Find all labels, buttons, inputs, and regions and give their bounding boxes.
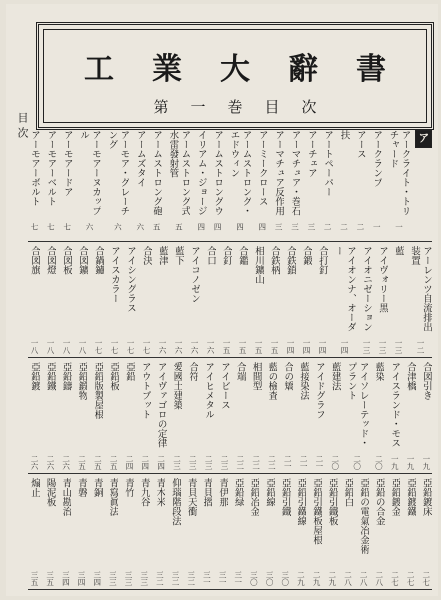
- toc-entry: [106, 478, 118, 589]
- toc-entry: [372, 362, 384, 473]
- entry-term: アイオンナ、オーダー: [333, 246, 356, 332]
- entry-term: アイビース: [218, 362, 230, 410]
- entry-page-number: 二九: [296, 571, 306, 586]
- entry-page-number: 一七: [142, 339, 151, 354]
- entry-term: アームストロングウ: [212, 130, 224, 216]
- toc-entry: [376, 246, 388, 357]
- toc-entry: [75, 478, 87, 589]
- entry-term: アイヴォリー黒: [377, 246, 388, 313]
- entry-page-number: 六: [113, 223, 123, 231]
- entry-page-number: 二四: [140, 455, 150, 470]
- entry-page-number: 一八: [46, 339, 55, 354]
- toc-entry: [305, 130, 317, 241]
- entry-page-number: 二〇: [374, 455, 384, 470]
- toc-band: [28, 478, 432, 590]
- entry-page-number: 二一: [314, 455, 324, 470]
- entry-term: アイヴァゴロの定律: [155, 362, 167, 448]
- entry-page-number: 七: [46, 223, 56, 231]
- entry-page-number: 一四: [318, 339, 327, 354]
- entry-term: 藍下: [173, 246, 184, 265]
- entry-term: 扶: [338, 130, 350, 140]
- entry-term: アーモアーベルト: [45, 130, 57, 206]
- entry-term: 亞鉛の合金: [373, 478, 385, 526]
- entry-page-number: 一七: [94, 339, 103, 354]
- toc-entry: [202, 362, 214, 473]
- entry-term: 合鍛: [301, 246, 312, 265]
- entry-page-number: 二七: [421, 571, 431, 586]
- entry-term: 藍接染法: [298, 362, 310, 400]
- entry-term: 合鍋鑢: [93, 246, 104, 275]
- entry-page-number: 二八: [359, 571, 369, 586]
- entry-page-number: 七: [30, 223, 39, 231]
- entry-page-number: 三四: [92, 571, 102, 586]
- entry-term: アーミークロース: [256, 130, 268, 206]
- entry-term: 亞鉛鑄: [60, 362, 72, 391]
- entry-term: 青磐: [76, 478, 88, 497]
- toc-entry: [297, 362, 309, 473]
- entry-page-number: 一六: [158, 339, 167, 354]
- entry-page-number: 三〇: [280, 571, 290, 586]
- toc-entry: [44, 362, 56, 473]
- entry-page-number: 三五: [45, 571, 55, 586]
- toc-entry: [60, 362, 72, 473]
- entry-term: 青貝天衝: [185, 478, 197, 516]
- toc-entry: [354, 130, 366, 241]
- toc-entry: [28, 362, 40, 473]
- entry-page-number: 一九: [406, 455, 416, 470]
- entry-term: 合釘: [221, 246, 232, 265]
- entry-term: アークランプ: [371, 130, 383, 187]
- entry-term: アークライト・トリチャード: [387, 130, 411, 216]
- entry-term: 愛國土建築: [171, 362, 183, 410]
- entry-page-number: 三三: [108, 571, 118, 586]
- entry-term: 亞鉛板: [108, 362, 120, 391]
- entry-page-number: 二二: [267, 455, 277, 470]
- toc-entry: [329, 362, 341, 473]
- entry-term: アイコノゼン: [189, 246, 200, 303]
- entry-term: アームストロング・エドウィン: [228, 130, 252, 216]
- toc-entry: [124, 246, 136, 357]
- toc-entry: [321, 130, 333, 241]
- entry-term: 青伊那: [217, 478, 229, 507]
- toc-entry: [404, 362, 416, 473]
- entry-term: 合鉄柄: [269, 246, 280, 275]
- side-label: 目次: [16, 112, 29, 142]
- toc-entry: [420, 362, 432, 473]
- entry-term: 亞鉛引鐵板: [326, 478, 338, 526]
- entry-page-number: 二五: [93, 455, 103, 470]
- toc-entry: [281, 362, 293, 473]
- toc-entry: [284, 246, 296, 357]
- entry-term: 相川鑛山: [253, 246, 264, 284]
- toc-entry: [28, 478, 40, 589]
- toc-entry: [345, 362, 369, 473]
- entry-term: アーマチュア・巻石: [289, 130, 301, 216]
- entry-term: アームストロング砲: [151, 130, 163, 216]
- toc-entry: [373, 478, 385, 589]
- entry-term: 亞鉛鍍金: [389, 478, 401, 516]
- entry-term: 合符: [187, 362, 199, 381]
- toc-entry: [265, 362, 277, 473]
- entry-page-number: 二六: [45, 455, 55, 470]
- entry-term: アーチェア: [305, 130, 317, 178]
- entry-page-number: 二二: [235, 455, 245, 470]
- entry-term: 亞鉛引鐵: [279, 478, 291, 516]
- entry-term: 亞鉛鍛物: [76, 362, 88, 400]
- section-header-label: ア: [415, 130, 432, 148]
- entry-page-number: 二八: [374, 571, 384, 586]
- toc-entry: [360, 246, 372, 357]
- toc-entry: [92, 246, 104, 357]
- toc-entry: [247, 478, 259, 589]
- entry-page-number: 五: [152, 223, 162, 231]
- entry-term: 合口: [205, 246, 216, 265]
- entry-page-number: 一六: [206, 339, 215, 354]
- toc-entry: [60, 246, 72, 357]
- entry-page-number: 二一: [299, 455, 309, 470]
- entry-page-number: 一六: [190, 339, 199, 354]
- entry-term: 亞鉛鍍: [29, 362, 40, 391]
- entry-page-number: 三四: [61, 571, 71, 586]
- toc-entry: [227, 130, 251, 241]
- entry-page-number: 二: [339, 223, 349, 231]
- entry-page-number: 二九: [312, 571, 322, 586]
- entry-page-number: 二〇: [330, 455, 340, 470]
- entry-term: 藍津: [157, 246, 168, 265]
- toc-entry: [138, 478, 150, 589]
- entry-page-number: 一: [394, 223, 404, 231]
- entry-term: 合図板: [61, 246, 72, 275]
- entry-page-number: 三二: [171, 571, 181, 586]
- entry-page-number: 一四: [340, 339, 349, 354]
- toc-entry: [300, 246, 312, 357]
- entry-term: アーモアードア: [61, 130, 73, 197]
- entry-term: 青貝摺: [201, 478, 213, 507]
- entry-page-number: 一五: [254, 339, 263, 354]
- entry-term: 亞鉛引鐵線: [295, 478, 307, 526]
- entry-page-number: 三四: [77, 571, 87, 586]
- entry-term: 煽止: [29, 478, 40, 497]
- entry-term: 青山勘治: [60, 478, 72, 516]
- entry-page-number: 二〇: [352, 455, 362, 470]
- entry-term: 亞鉛緑: [232, 478, 244, 507]
- entry-term: アース: [354, 130, 366, 159]
- entry-page-number: 二三: [219, 455, 229, 470]
- toc-entry: [170, 362, 182, 473]
- entry-page-number: 一八: [30, 339, 39, 354]
- entry-page-number: 六: [85, 223, 95, 231]
- entry-term: アイオニゼーション: [361, 246, 372, 332]
- toc-entry: [107, 362, 119, 473]
- toc-band: [28, 246, 432, 358]
- toc-entry: [279, 478, 291, 589]
- toc-entry: [316, 246, 328, 357]
- entry-page-number: 一五: [238, 339, 247, 354]
- toc-entry: [156, 246, 168, 357]
- entry-term: 青寫眞法: [107, 478, 119, 516]
- toc-entry: [44, 130, 56, 241]
- entry-term: 亞鉛版製屋根: [92, 362, 104, 419]
- entry-term: アーレンツ自流排出装置: [409, 246, 432, 332]
- entry-term: 亞鉛: [123, 362, 135, 381]
- entry-page-number: 三: [290, 223, 300, 231]
- entry-term: 藍染: [373, 362, 385, 381]
- entry-term: アイスランド・モス: [389, 362, 401, 448]
- toc-entry: [256, 130, 268, 241]
- entry-term: アームズタイ: [134, 130, 146, 187]
- entry-page-number: 一三: [362, 339, 371, 354]
- toc-entry: [392, 246, 404, 357]
- entry-term: 青九谷: [138, 478, 150, 507]
- entry-term: アーモアーヌカップル: [78, 130, 102, 216]
- entry-page-number: 一五: [222, 339, 231, 354]
- entry-page-number: 四: [213, 223, 223, 231]
- toc-entry: [236, 246, 248, 357]
- entry-term: 亞鉛冶金: [248, 478, 260, 516]
- entry-term: 亞鉛白: [342, 478, 354, 507]
- entry-term: 亞鉛の電氣冶金術: [358, 478, 370, 554]
- toc-entry: [169, 478, 181, 589]
- toc-entry: [166, 130, 190, 241]
- toc-entry: [288, 130, 300, 241]
- toc-entry: [388, 362, 400, 473]
- title-inner-border: [43, 29, 427, 123]
- entry-page-number: 一八: [78, 339, 87, 354]
- entry-term: アイシングラス: [125, 246, 136, 313]
- entry-page-number: 五: [174, 223, 184, 231]
- entry-term: 合津橋: [405, 362, 417, 391]
- toc-entry: [204, 246, 216, 357]
- entry-page-number: 一五: [270, 339, 279, 354]
- toc-entry: [370, 130, 382, 241]
- entry-page-number: 三一: [202, 571, 212, 586]
- entry-page-number: 二七: [406, 571, 416, 586]
- toc-entry: [140, 246, 152, 357]
- entry-term: 仰瑙階段法: [170, 478, 182, 526]
- toc-entry: [91, 362, 103, 473]
- toc-entry: [185, 478, 197, 589]
- toc-entry: [220, 246, 232, 357]
- entry-page-number: 二五: [109, 455, 119, 470]
- page-title: 工業大辭書: [84, 52, 424, 87]
- toc-entry: [91, 478, 103, 589]
- toc-entry: [408, 246, 432, 357]
- entry-page-number: 一七: [126, 339, 135, 354]
- toc-entry: [59, 478, 71, 589]
- entry-term: アウトプット: [139, 362, 151, 419]
- toc-entry: [263, 478, 275, 589]
- entry-term: 合鑑: [237, 246, 248, 265]
- toc-entry: [61, 130, 73, 241]
- toc-entry: [195, 130, 207, 241]
- entry-term: 亞鉛鍍鐵: [405, 478, 417, 516]
- toc-entry: [75, 362, 87, 473]
- toc-entry: [272, 130, 284, 241]
- toc-entry: [216, 478, 228, 589]
- toc-entry: [44, 478, 56, 589]
- entry-term: アイヒメタル: [203, 362, 215, 419]
- toc-entry: [172, 246, 184, 357]
- entry-term: アーモアーボルト: [29, 130, 40, 206]
- toc-entry: [388, 478, 400, 589]
- toc-band: [28, 130, 432, 242]
- toc-entry: [76, 246, 88, 357]
- entry-page-number: 一: [372, 223, 382, 231]
- toc-entry: [77, 130, 101, 241]
- toc-entry: [310, 478, 322, 589]
- title-box: [36, 22, 434, 130]
- toc-entry: [28, 246, 40, 357]
- entry-page-number: 二八: [343, 571, 353, 586]
- toc-entry: [200, 478, 212, 589]
- entry-term: 亞鉛引鐵板屋根: [311, 478, 323, 545]
- entry-page-number: 二二: [251, 455, 261, 470]
- entry-term: 亞鉛鐵: [44, 362, 56, 391]
- entry-term: 合打釘: [317, 246, 328, 275]
- toc-entry: [155, 362, 167, 473]
- entry-page-number: 二三: [172, 455, 182, 470]
- entry-page-number: 二四: [124, 455, 134, 470]
- entry-term: 藍建法: [329, 362, 341, 391]
- entry-page-number: 二三: [188, 455, 198, 470]
- toc-entry: [122, 478, 134, 589]
- entry-page-number: 一二: [416, 339, 425, 354]
- toc-entry: [28, 130, 40, 241]
- entry-term: 合端: [234, 362, 246, 381]
- entry-term: 陽泥板: [44, 478, 56, 507]
- entry-page-number: 三三: [124, 571, 134, 586]
- entry-page-number: 一九: [421, 455, 431, 470]
- entry-page-number: 三: [306, 223, 316, 231]
- entry-page-number: 二六: [30, 455, 39, 470]
- toc-entry: [326, 478, 338, 589]
- entry-term: アイドグラフ: [313, 362, 325, 419]
- entry-page-number: 四: [196, 223, 206, 231]
- entry-page-number: 六: [135, 223, 145, 231]
- entry-term: 青竹: [123, 478, 135, 497]
- entry-term: 合の矯: [282, 362, 294, 391]
- toc-entry: [150, 130, 162, 241]
- toc-entry: [153, 478, 165, 589]
- entry-page-number: 二: [323, 223, 333, 231]
- page-subtitle: 第一巻目次: [153, 98, 339, 116]
- toc-entry: [134, 130, 146, 241]
- entry-page-number: 三一: [218, 571, 228, 586]
- toc-entry: [338, 130, 350, 241]
- entry-page-number: 一四: [286, 339, 295, 354]
- entry-term: 青木米: [154, 478, 166, 507]
- toc-entry: [211, 130, 223, 241]
- toc-entry: [234, 362, 246, 473]
- toc-entry: [123, 362, 135, 473]
- toc-entry: [387, 130, 411, 241]
- entry-page-number: 一四: [302, 339, 311, 354]
- entry-term: アームストロング式水雷發射管: [167, 130, 191, 216]
- entry-page-number: 四: [257, 223, 267, 231]
- toc-entry: [420, 478, 432, 589]
- toc-entry: [218, 362, 230, 473]
- toc-entry: [268, 246, 280, 357]
- entry-page-number: 一七: [110, 339, 119, 354]
- entry-term: 藍の檢査: [266, 362, 278, 400]
- entry-term: アイスカラー: [109, 246, 120, 303]
- entry-term: 藍: [393, 246, 404, 256]
- entry-term: 青銅: [91, 478, 103, 497]
- entry-page-number: 二七: [390, 571, 400, 586]
- entry-page-number: 二三: [204, 455, 214, 470]
- entry-page-number: 一三: [378, 339, 387, 354]
- entry-page-number: 一六: [174, 339, 183, 354]
- entry-page-number: 二四: [156, 455, 166, 470]
- toc-entry: [188, 246, 200, 357]
- toc-entry: [139, 362, 151, 473]
- entry-page-number: 二一: [283, 455, 293, 470]
- toc-entry: [332, 246, 356, 357]
- toc-entry: [313, 362, 325, 473]
- entry-page-number: 三一: [233, 571, 243, 586]
- toc-entry: [252, 246, 264, 357]
- entry-term: 合図鑛: [77, 246, 88, 275]
- entry-page-number: 三: [274, 223, 284, 231]
- entry-term: イリアム・ジョージ: [195, 130, 207, 216]
- entry-term: 合図旗: [29, 246, 40, 275]
- entry-term: 合図引き: [420, 362, 432, 400]
- entry-page-number: 二六: [61, 455, 71, 470]
- entry-page-number: 三二: [155, 571, 165, 586]
- entry-page-number: 三五: [30, 571, 39, 586]
- entry-page-number: 二: [355, 223, 365, 231]
- entry-term: アーマチュア反作用: [273, 130, 285, 216]
- entry-page-number: 二五: [77, 455, 87, 470]
- entry-page-number: 三二: [186, 571, 196, 586]
- toc-entry: [105, 130, 129, 241]
- entry-term: アートペーパー: [322, 130, 334, 197]
- entry-page-number: 七: [62, 223, 72, 231]
- entry-page-number: 一三: [394, 339, 403, 354]
- toc-entry: [341, 478, 353, 589]
- entry-term: 合決: [141, 246, 152, 265]
- toc-entry: [250, 362, 262, 473]
- entry-page-number: 二九: [327, 571, 337, 586]
- entry-page-number: 一八: [62, 339, 71, 354]
- entry-term: 合鉄鎖: [285, 246, 296, 275]
- toc-entry: [294, 478, 306, 589]
- toc-entry: [357, 478, 369, 589]
- toc-entry: [186, 362, 198, 473]
- toc-entry: [44, 246, 56, 357]
- toc-band: [28, 362, 432, 474]
- entry-page-number: 三〇: [265, 571, 275, 586]
- entry-term: 亞鉛線: [264, 478, 276, 507]
- entry-page-number: 三三: [139, 571, 149, 586]
- entry-term: 合図燈: [45, 246, 56, 275]
- section-header: [415, 130, 432, 241]
- entry-term: 亞鉛鍍床: [420, 478, 432, 516]
- entry-page-number: 三〇: [249, 571, 259, 586]
- entry-page-number: 一九: [390, 455, 400, 470]
- toc-entry: [232, 478, 244, 589]
- toc-entry: [404, 478, 416, 589]
- entry-term: アーモア・グレーチング: [106, 130, 130, 216]
- entry-term: 相間型: [250, 362, 262, 391]
- entry-term: アイソレーテッド・プラント: [345, 362, 369, 448]
- toc-entry: [108, 246, 120, 357]
- entry-page-number: 四: [235, 223, 245, 231]
